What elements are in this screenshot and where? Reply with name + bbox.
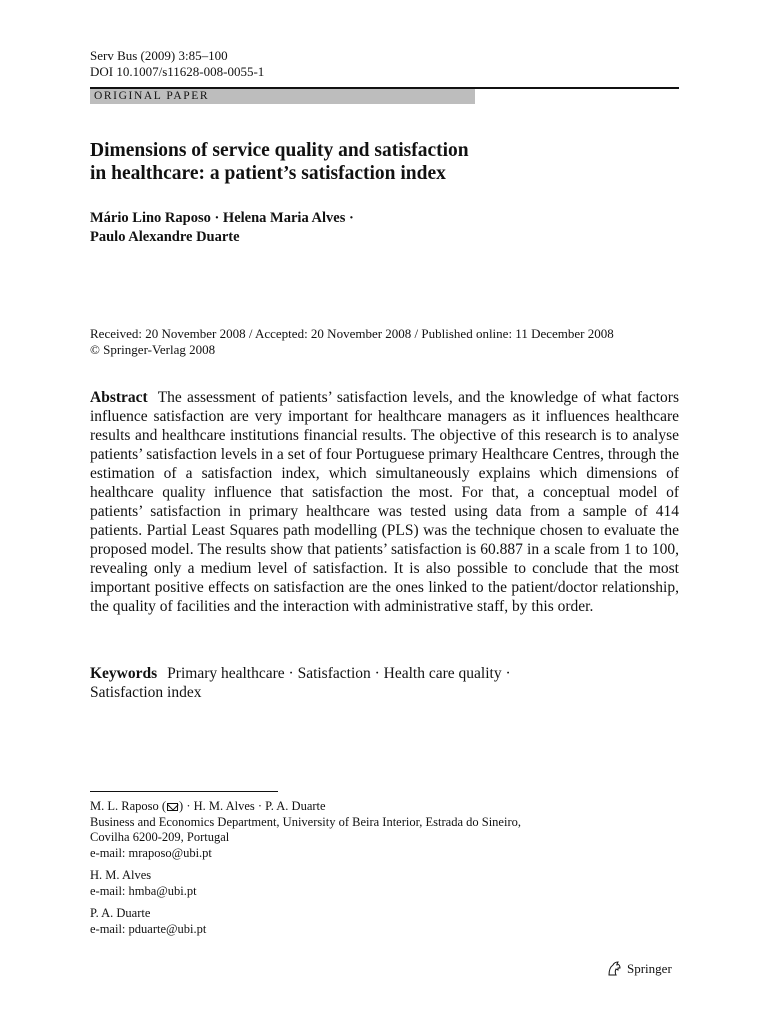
publication-dates — [90, 326, 690, 358]
email-alves[interactable]: e-mail: hmba@ubi.pt — [90, 883, 197, 898]
email-raposo[interactable]: e-mail: mraposo@ubi.pt — [90, 845, 212, 860]
keywords-line: Primary healthcare · Satisfaction · Health care quality · — [167, 665, 511, 682]
title-line: Dimensions of service quality and satisfaction — [90, 140, 469, 161]
springer-logo — [605, 959, 672, 979]
abstract-label: Abstract — [90, 389, 148, 406]
authors-line: Paulo Alexandre Duarte — [90, 229, 240, 245]
affil-authors: M. L. Raposo ( ) · H. M. Alves · P. A. Duarte — [90, 799, 326, 813]
doi[interactable]: DOI 10.1007/s11628-008-0055-1 — [90, 64, 265, 79]
section-label: ORIGINAL PAPER — [94, 90, 210, 102]
keywords — [90, 664, 679, 702]
springer-horse-icon — [605, 960, 623, 978]
keywords-label: Keywords — [90, 665, 158, 682]
author-list — [90, 209, 690, 247]
history-dates: Received: 20 November 2008 / Accepted: 20 November 2008 / Published online: 11 December 2008 — [90, 326, 614, 341]
affiliations — [90, 799, 690, 944]
journal-citation: Serv Bus (2009) 3:85–100 — [90, 48, 228, 63]
email-duarte[interactable]: e-mail: pduarte@ubi.pt — [90, 921, 207, 936]
abstract — [90, 388, 679, 616]
title-line: in healthcare: a patient’s satisfaction index — [90, 163, 446, 184]
authors-line: Mário Lino Raposo · Helena Maria Alves · — [90, 210, 354, 226]
section-banner — [90, 89, 475, 104]
abstract-text: The assessment of patients’ satisfaction levels, and the knowledge of what factors influence satisfaction are very important for healthcare managers as it influences healthcare results and healthcare institutions financial results. The objective of this research is to analyse patients’ satisfaction levels in a set of four Portuguese primary Healthcare Centres, through the estimation of a satisfaction index, which simultaneously explains which dimensions of healthcare quality influence that satisfaction the most. For that, a conceptual model of patients’ satisfaction in primary healthcare was tested using data from a sample of 414 patients. Partial Least Squares path modelling (PLS) was the technique chosen to evaluate the proposed model. The results show that patients’ satisfaction is 60.887 in a scale from 1 to 100, revealing only a medium level of satisfaction. It is also possible to conclude that the most important positive effects on satisfaction are the ones linked to the patient/doctor relationship, the quality of facilities and the interaction with administrative staff, by this order. — [90, 389, 679, 615]
envelope-icon — [167, 803, 178, 811]
article-title — [90, 139, 690, 185]
affil-city: Covilha 6200-209, Portugal — [90, 830, 230, 844]
affil-dept: Business and Economics Department, University of Beira Interior, Estrada do Sineiro, — [90, 814, 521, 829]
publisher-name: Springer — [627, 961, 672, 976]
footnote-rule — [90, 791, 278, 792]
affil-name-alves: H. M. Alves — [90, 868, 152, 882]
keywords-line: Satisfaction index — [90, 684, 202, 701]
affil-name-duarte: P. A. Duarte — [90, 906, 151, 920]
copyright: © Springer-Verlag 2008 — [90, 342, 216, 357]
